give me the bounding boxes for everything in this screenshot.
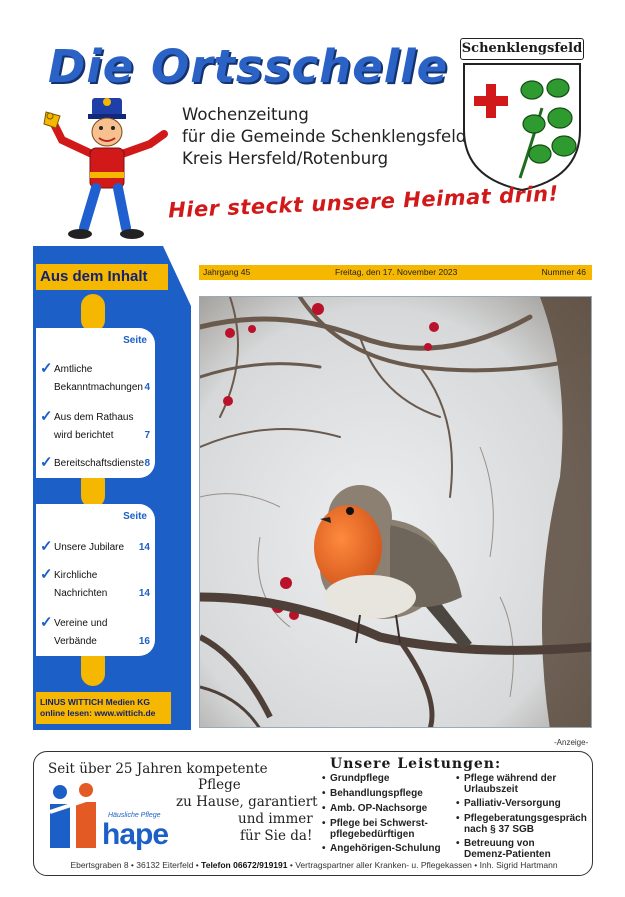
town-crier-mascot-icon xyxy=(42,94,172,244)
masthead xyxy=(34,22,590,242)
ad-text-line: zu Hause, garantiert xyxy=(176,794,318,810)
service-item: • Pflege bei Schwerst- pflegebedürftigen xyxy=(330,819,428,840)
hape-logo-wordmark: hape xyxy=(102,818,169,851)
ad-text-line: für Sie da! xyxy=(240,828,313,844)
newspaper-title: Die Ortsschelle xyxy=(48,40,449,93)
ad-phone[interactable]: Telefon 06672/919191 xyxy=(201,860,288,870)
contents-box-2 xyxy=(36,504,155,656)
toc-item-page: 16 xyxy=(138,636,150,647)
publisher-name: LINUS WITTICH Medien KG xyxy=(40,697,151,707)
subtitle-line: Kreis Hersfeld/Rotenburg xyxy=(182,149,389,168)
toc-item-label: Aus dem Rathaus xyxy=(54,412,134,423)
toc-item-page: 7 xyxy=(144,430,150,441)
toc-item-label: Bekanntmachungen xyxy=(54,382,143,393)
publisher-website[interactable]: online lesen: www.wittich.de xyxy=(40,708,156,718)
toc-item-page: 14 xyxy=(138,542,150,553)
service-item: • Angehörigen-Schulung xyxy=(330,844,441,855)
toc-item[interactable] xyxy=(40,454,152,472)
sidebar-background xyxy=(33,246,191,730)
toc-item-label: Kirchliche xyxy=(54,570,98,581)
robin-bird-photo xyxy=(199,296,592,728)
toc-item-label: Nachrichten xyxy=(54,588,108,599)
page-column-label: Seite xyxy=(123,335,147,346)
checkmark-icon: ✓ xyxy=(40,538,53,555)
issue-date: Freitag, den 17. November 2023 xyxy=(335,267,458,277)
advertisement xyxy=(33,751,593,876)
service-item: • Behandlungspflege xyxy=(330,789,423,800)
subtitle xyxy=(182,104,466,170)
toc-item-label: Verbände xyxy=(54,636,97,647)
services-title: Unsere Leistungen: xyxy=(330,756,502,772)
toc-item[interactable] xyxy=(40,538,152,556)
checkmark-icon: ✓ xyxy=(40,454,53,471)
hape-logo xyxy=(46,782,176,852)
ad-text-line: Seit über 25 Jahren kompetente xyxy=(48,761,268,777)
decorative-pillar xyxy=(81,294,105,332)
ad-footer-note: • Vertragspartner aller Kranken- u. Pflegekassen • Inh. Sigrid Hartmann xyxy=(289,860,558,870)
issue-number: Nummer 46 xyxy=(541,267,586,277)
coat-of-arms-label: Schenklengsfeld xyxy=(460,38,584,60)
toc-item[interactable] xyxy=(40,408,152,444)
toc-item-page: 4 xyxy=(144,382,150,393)
subtitle-line: Wochenzeitung xyxy=(182,105,309,124)
ad-label: -Anzeige- xyxy=(554,738,589,747)
service-item: • Betreuung von Demenz-Patienten xyxy=(464,839,551,860)
checkmark-icon: ✓ xyxy=(40,614,53,631)
hape-logo-tagline: Häusliche Pflege xyxy=(108,812,161,819)
ad-footer xyxy=(34,860,594,870)
toc-item[interactable] xyxy=(40,566,152,602)
page-column-label: Seite xyxy=(123,511,147,522)
slogan: Hier steckt unsere Heimat drin! xyxy=(167,181,560,223)
issue-info-bar xyxy=(199,265,592,280)
coat-of-arms-icon xyxy=(460,38,584,192)
subtitle-line: für die Gemeinde Schenklengsfeld xyxy=(182,127,467,146)
toc-item-page: 14 xyxy=(138,588,150,599)
toc-item[interactable] xyxy=(40,360,152,396)
contents-heading: Aus dem Inhalt xyxy=(36,264,168,290)
toc-item[interactable] xyxy=(40,614,152,650)
checkmark-icon: ✓ xyxy=(40,408,53,425)
toc-item-label: Bereitschaftsdienste xyxy=(54,458,145,469)
toc-item-page: 8 xyxy=(144,458,150,469)
service-item: • Amb. OP-Nachsorge xyxy=(330,804,427,815)
ad-text-line: Pflege xyxy=(198,777,241,793)
contents-box-1 xyxy=(36,328,155,478)
service-item: • Grundpflege xyxy=(330,774,389,785)
checkmark-icon: ✓ xyxy=(40,360,53,377)
service-item: • Pflege während der Urlaubszeit xyxy=(464,774,556,795)
issue-volume: Jahrgang 45 xyxy=(203,267,251,277)
ad-address: Ebertsgraben 8 • 36132 Eiterfeld • xyxy=(70,860,199,870)
checkmark-icon: ✓ xyxy=(40,566,53,583)
toc-item-label: wird berichtet xyxy=(54,430,114,441)
contents-sidebar xyxy=(33,246,191,730)
service-item: • Palliativ-Versorgung xyxy=(464,799,561,810)
publisher-info xyxy=(36,692,171,724)
toc-item-label: Unsere Jubilare xyxy=(54,542,125,553)
ad-text-line: und immer xyxy=(238,811,313,827)
service-item: • Pflegeberatungsgespräch nach § 37 SGB xyxy=(464,814,587,835)
toc-item-label: Vereine und xyxy=(54,618,108,629)
toc-item-label: Amtliche xyxy=(54,364,93,375)
